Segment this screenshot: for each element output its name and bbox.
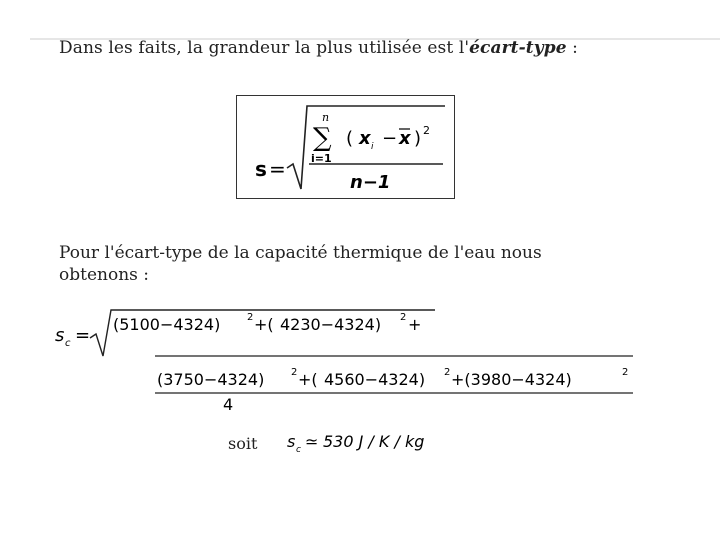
result-soit: soit (228, 434, 258, 453)
calc-eq: = (75, 325, 91, 346)
result-svg (285, 428, 485, 458)
result-value: 530 J / K / kg (323, 432, 425, 451)
result-line (228, 434, 257, 453)
calc-lhs: s (55, 325, 65, 346)
calc-lhs-sub: c (65, 338, 71, 349)
intro-term: écart-type (469, 38, 567, 58)
intro-text (59, 38, 578, 58)
formula-denominator: n−1 (350, 172, 391, 193)
term-xi: x (359, 128, 371, 149)
line2-exp2: 2 (444, 367, 451, 378)
std-dev-formula (236, 95, 455, 199)
line1-a: (5100−4324) (113, 315, 221, 334)
line2-c: 4560−4324) (324, 370, 426, 389)
term-xi-sub: i (371, 142, 374, 152)
line1-exp2: 2 (400, 312, 407, 323)
intro-before: Dans les faits, la grandeur la plus utilisée est l' (59, 38, 470, 58)
term-open: ( (346, 128, 354, 149)
term-close: ) (414, 128, 422, 149)
paragraph-2: Pour l'écart-type de la capacité thermique de l'eau nous obtenons : (59, 243, 542, 285)
formula-lhs: s (255, 157, 267, 181)
term-exp: 2 (423, 124, 430, 137)
line2-d: +(3980−4324) (451, 370, 572, 389)
sum-upper: n (322, 111, 330, 124)
line1-d: + (408, 315, 422, 334)
line2-exp1: 2 (291, 367, 298, 378)
line1-exp1: 2 (247, 312, 254, 323)
sum-lower: i=1 (311, 152, 332, 165)
sum-symbol: ∑ (313, 123, 332, 153)
line2-a: (3750−4324) (157, 370, 265, 389)
formula-svg (237, 96, 456, 200)
line2-b: +( (298, 370, 318, 389)
term-xbar: x (399, 128, 411, 149)
line2-exp3: 2 (622, 367, 629, 378)
calc-denominator: 4 (223, 395, 234, 414)
intro-after: : (566, 38, 578, 58)
line1-b: +( (254, 315, 274, 334)
formula-eq: = (269, 157, 286, 181)
result-sym: s (287, 432, 296, 451)
line1-c: 4230−4324) (280, 315, 382, 334)
term-minus: − (382, 128, 398, 149)
result-approx: ≃ (305, 432, 319, 451)
result-sub: c (296, 445, 301, 455)
